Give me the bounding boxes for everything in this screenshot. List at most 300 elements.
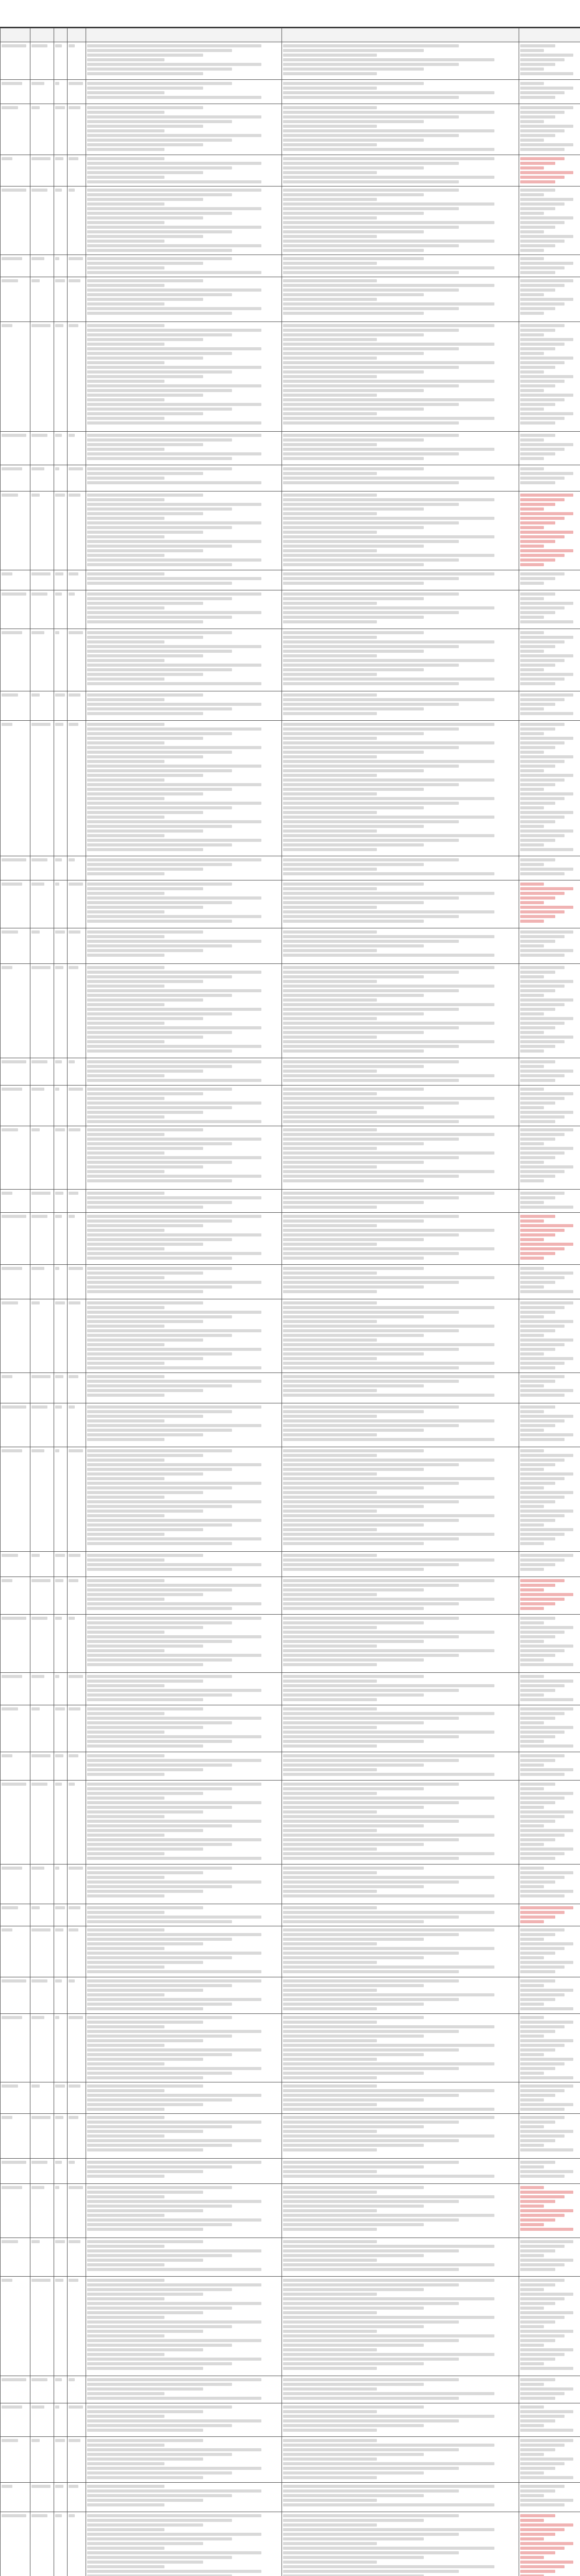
cell-text-placeholder — [520, 1496, 565, 1499]
table-cell — [86, 590, 282, 629]
cell-text-placeholder — [283, 606, 494, 609]
cell-text-placeholder — [520, 1970, 555, 1973]
cell-text-placeholder — [520, 2254, 544, 2257]
table-cell — [54, 1403, 68, 1447]
cell-text-placeholder — [520, 998, 573, 1002]
cell-text-placeholder — [520, 2358, 555, 2361]
table-cell — [519, 1086, 580, 1126]
table-cell — [30, 255, 54, 277]
cell-text-placeholder — [520, 162, 555, 165]
cell-text-placeholder — [55, 1060, 62, 1063]
cell-text-placeholder — [283, 266, 494, 269]
cell-text-placeholder — [283, 930, 377, 934]
cell-text-placeholder — [283, 1276, 494, 1279]
cell-text-placeholder — [87, 412, 203, 415]
table-cell — [282, 928, 519, 964]
cell-text-placeholder — [87, 664, 261, 667]
table-cell — [30, 1086, 54, 1126]
cell-text-placeholder — [87, 2249, 261, 2252]
table-row — [1, 2376, 580, 2403]
cell-text-placeholder — [520, 2353, 565, 2356]
cell-text-placeholder — [283, 1429, 424, 1432]
cell-text-placeholder — [520, 1979, 555, 1982]
cell-text-placeholder — [31, 1449, 44, 1452]
cell-text-placeholder — [520, 1617, 555, 1620]
cell-text-placeholder — [520, 2062, 565, 2065]
table-cell — [30, 2114, 54, 2159]
cell-text-placeholder — [69, 1405, 75, 1409]
table-cell — [30, 1299, 54, 1373]
cell-text-placeholder — [520, 994, 544, 997]
cell-text-placeholder — [283, 1764, 424, 1767]
table-row — [1, 2277, 580, 2376]
cell-text-placeholder — [520, 1554, 573, 1557]
cell-text-placeholder — [520, 620, 573, 623]
cell-text-placeholder — [87, 2130, 203, 2133]
cell-text-placeholder — [520, 2053, 544, 2056]
cell-text-placeholder — [283, 2249, 459, 2252]
cell-text-placeholder — [283, 1156, 459, 1159]
cell-text-placeholder — [283, 2044, 494, 2047]
cell-text-placeholder — [283, 949, 377, 952]
cell-text-placeholder — [87, 944, 232, 947]
cell-text-placeholder — [69, 858, 75, 861]
cell-text-placeholder — [31, 883, 44, 886]
cell-text-placeholder — [87, 1491, 203, 1494]
cell-text-placeholder — [520, 682, 555, 685]
cell-text-placeholder — [87, 1477, 164, 1480]
cell-text-placeholder — [87, 2424, 232, 2427]
table-cell — [1, 1403, 30, 1447]
cell-text-placeholder — [87, 1449, 232, 1452]
cell-text-placeholder — [87, 1065, 232, 1068]
cell-text-placeholder — [283, 1568, 424, 1571]
table-cell — [30, 432, 54, 465]
cell-text-placeholder — [520, 2089, 565, 2092]
table-cell — [519, 1299, 580, 1373]
table-cell — [86, 570, 282, 590]
cell-text-placeholder — [283, 650, 424, 653]
cell-text-placeholder — [87, 783, 261, 786]
cell-text-placeholder — [87, 1824, 232, 1827]
cell-text-placeholder — [283, 906, 377, 909]
cell-text-placeholder — [283, 2089, 494, 2092]
cell-text-placeholder — [283, 2139, 459, 2142]
cell-text-placeholder — [87, 1281, 261, 1284]
cell-text-placeholder — [69, 106, 80, 109]
cell-text-placeholder — [87, 1151, 164, 1155]
cell-text-placeholder — [520, 769, 544, 772]
cell-text-placeholder — [87, 2044, 164, 2047]
cell-text-placeholder — [283, 1514, 494, 1517]
table-cell — [54, 2483, 68, 2512]
cell-text-placeholder — [55, 2279, 63, 2282]
cell-text-placeholder — [283, 1654, 459, 1657]
cell-text-placeholder — [520, 1797, 565, 1800]
cell-text-placeholder — [283, 1017, 377, 1020]
cell-text-placeholder — [87, 91, 164, 94]
cell-text-placeholder — [2, 1449, 22, 1452]
cell-text-placeholder — [69, 1867, 83, 1870]
cell-text-placeholder — [87, 139, 232, 142]
cell-text-placeholder — [87, 2094, 261, 2097]
table-cell — [30, 277, 54, 322]
cell-text-placeholder — [283, 398, 494, 401]
cell-text-placeholder — [87, 906, 203, 909]
cell-text-placeholder — [55, 1675, 59, 1678]
table-cell — [1, 2238, 30, 2277]
cell-text-placeholder — [283, 1698, 377, 1701]
cell-text-placeholder — [283, 616, 424, 619]
cell-text-placeholder — [520, 1311, 555, 1314]
table-cell — [86, 856, 282, 880]
cell-text-placeholder — [520, 1315, 544, 1318]
cell-text-placeholder — [283, 1689, 459, 1692]
cell-text-placeholder — [283, 2121, 459, 2124]
cell-text-placeholder — [87, 162, 261, 165]
title-bar — [0, 0, 580, 28]
cell-text-placeholder — [87, 2016, 232, 2019]
cell-text-placeholder — [2, 2084, 18, 2088]
table-cell — [86, 2483, 282, 2512]
cell-text-placeholder — [55, 592, 62, 596]
cell-text-placeholder — [87, 2392, 164, 2395]
cell-text-placeholder — [283, 1820, 459, 1823]
cell-text-placeholder — [55, 2485, 63, 2488]
cell-text-placeholder — [87, 788, 232, 791]
cell-text-placeholder — [87, 157, 164, 160]
cell-text-placeholder — [520, 2419, 555, 2422]
cell-text-placeholder — [2, 1707, 18, 1710]
cell-text-placeholder — [87, 2348, 203, 2351]
cell-text-placeholder — [87, 2476, 203, 2479]
cell-text-placeholder — [87, 477, 164, 480]
cell-text-placeholder — [87, 240, 164, 243]
cell-text-placeholder — [283, 166, 424, 170]
table-cell — [30, 1190, 54, 1213]
cell-text-placeholder — [283, 1389, 377, 1392]
table-cell — [54, 1299, 68, 1373]
cell-text-placeholder — [283, 2021, 377, 2024]
cell-text-placeholder — [520, 966, 565, 969]
cell-text-placeholder — [87, 792, 203, 795]
cell-text-placeholder — [283, 755, 377, 758]
table-cell — [519, 928, 580, 964]
cell-text-placeholder — [520, 645, 555, 648]
cell-text-placeholder — [87, 545, 232, 548]
cell-text-placeholder — [283, 2348, 377, 2351]
cell-text-placeholder — [283, 347, 459, 350]
table-cell — [86, 42, 282, 80]
table-cell — [519, 2082, 580, 2114]
table-row — [1, 1673, 580, 1705]
cell-text-placeholder — [31, 106, 40, 109]
table-cell — [282, 629, 519, 691]
cell-text-placeholder — [87, 1468, 232, 1471]
cell-text-placeholder — [520, 1238, 544, 1241]
table-cell — [68, 1447, 86, 1552]
cell-text-placeholder — [283, 1947, 494, 1950]
table-cell — [30, 691, 54, 721]
cell-text-placeholder — [87, 2195, 164, 2198]
cell-text-placeholder — [520, 417, 565, 420]
cell-text-placeholder — [520, 271, 555, 274]
table-cell — [282, 590, 519, 629]
cell-text-placeholder — [31, 2186, 44, 2189]
cell-text-placeholder — [87, 2339, 261, 2342]
table-cell — [282, 104, 519, 155]
cell-text-placeholder — [87, 2025, 164, 2028]
cell-text-placeholder — [87, 2218, 261, 2222]
cell-text-placeholder — [87, 2121, 261, 2124]
cell-text-placeholder — [520, 2528, 565, 2531]
cell-text-placeholder — [87, 778, 164, 782]
cell-text-placeholder — [87, 1329, 261, 1332]
cell-text-placeholder — [283, 1106, 424, 1109]
cell-text-placeholder — [520, 1206, 573, 1209]
table-cell — [30, 1977, 54, 2014]
cell-text-placeholder — [87, 333, 232, 336]
cell-text-placeholder — [283, 1834, 494, 1837]
cell-text-placeholder — [87, 2358, 261, 2361]
table-cell — [519, 880, 580, 928]
cell-text-placeholder — [87, 120, 232, 123]
cell-text-placeholder — [87, 863, 232, 866]
table-row — [1, 465, 580, 492]
cell-text-placeholder — [31, 858, 47, 861]
cell-text-placeholder — [520, 1843, 544, 1846]
cell-text-placeholder — [283, 82, 424, 85]
cell-text-placeholder — [69, 723, 78, 726]
cell-text-placeholder — [87, 1111, 203, 1114]
cell-text-placeholder — [87, 682, 261, 685]
cell-text-placeholder — [520, 481, 555, 484]
cell-text-placeholder — [87, 2462, 164, 2465]
cell-text-placeholder — [520, 1942, 573, 1945]
cell-text-placeholder — [283, 673, 377, 676]
cell-text-placeholder — [87, 751, 232, 754]
table-cell — [1, 880, 30, 928]
cell-text-placeholder — [69, 1783, 75, 1786]
table-cell — [519, 2238, 580, 2277]
table-cell — [54, 1577, 68, 1615]
cell-text-placeholder — [283, 2025, 494, 2028]
cell-text-placeholder — [87, 1956, 232, 1959]
cell-text-placeholder — [283, 2467, 459, 2470]
cell-text-placeholder — [55, 257, 59, 260]
cell-text-placeholder — [283, 2103, 377, 2106]
cell-text-placeholder — [87, 2378, 261, 2381]
cell-text-placeholder — [283, 746, 459, 749]
cell-text-placeholder — [520, 507, 544, 511]
cell-text-placeholder — [283, 2476, 377, 2479]
cell-text-placeholder — [520, 1598, 565, 1601]
table-cell — [86, 2403, 282, 2437]
table-cell — [30, 2238, 54, 2277]
table-row — [1, 721, 580, 856]
cell-text-placeholder — [87, 1384, 232, 1387]
cell-text-placeholder — [520, 249, 544, 252]
table-cell — [1, 1865, 30, 1904]
cell-text-placeholder — [520, 1219, 544, 1223]
cell-text-placeholder — [283, 868, 377, 871]
table-row — [1, 1265, 580, 1299]
cell-text-placeholder — [87, 1631, 164, 1634]
table-cell — [54, 1615, 68, 1673]
cell-text-placeholder — [283, 2334, 494, 2337]
table-cell — [86, 277, 282, 322]
cell-text-placeholder — [87, 1031, 232, 1034]
cell-text-placeholder — [87, 1267, 232, 1270]
cell-text-placeholder — [520, 2170, 573, 2173]
cell-text-placeholder — [283, 1797, 494, 1800]
cell-text-placeholder — [87, 302, 164, 306]
cell-text-placeholder — [87, 2067, 261, 2070]
cell-text-placeholder — [520, 582, 544, 585]
cell-text-placeholder — [283, 1219, 424, 1223]
table-cell — [68, 2184, 86, 2238]
cell-text-placeholder — [31, 1375, 51, 1378]
cell-text-placeholder — [87, 2228, 203, 2231]
cell-text-placeholder — [520, 1424, 555, 1427]
cell-text-placeholder — [87, 1092, 203, 1095]
cell-text-placeholder — [87, 2547, 164, 2550]
cell-text-placeholder — [283, 1419, 494, 1422]
cell-text-placeholder — [283, 1505, 424, 1508]
cell-text-placeholder — [520, 1764, 544, 1767]
cell-text-placeholder — [283, 125, 377, 128]
cell-text-placeholder — [520, 1352, 544, 1355]
cell-text-placeholder — [520, 2214, 565, 2217]
cell-text-placeholder — [520, 1454, 573, 1457]
cell-text-placeholder — [87, 741, 164, 744]
cell-text-placeholder — [87, 2003, 232, 2006]
cell-text-placeholder — [87, 2039, 203, 2042]
cell-text-placeholder — [87, 1759, 261, 1762]
cell-text-placeholder — [520, 1017, 573, 1020]
cell-text-placeholder — [87, 472, 203, 475]
table-cell — [1, 2184, 30, 2238]
cell-text-placeholder — [87, 2467, 261, 2470]
cell-text-placeholder — [283, 535, 494, 538]
table-cell — [86, 1447, 282, 1552]
cell-text-placeholder — [283, 412, 377, 415]
cell-text-placeholder — [283, 848, 377, 851]
cell-text-placeholder — [283, 1510, 377, 1513]
table-cell — [54, 492, 68, 570]
cell-text-placeholder — [87, 1352, 232, 1355]
cell-text-placeholder — [283, 839, 459, 842]
cell-text-placeholder — [283, 2240, 377, 2243]
cell-text-placeholder — [283, 1252, 459, 1255]
cell-text-placeholder — [87, 115, 261, 118]
table-cell — [86, 964, 282, 1058]
cell-text-placeholder — [520, 1965, 565, 1969]
table-cell — [68, 1213, 86, 1265]
cell-text-placeholder — [283, 1092, 377, 1095]
table-cell — [282, 1673, 519, 1705]
table-cell — [519, 1752, 580, 1781]
cell-text-placeholder — [283, 1343, 494, 1346]
cell-text-placeholder — [31, 572, 51, 575]
cell-text-placeholder — [87, 521, 261, 524]
cell-text-placeholder — [283, 452, 459, 455]
cell-text-placeholder — [87, 531, 203, 534]
cell-text-placeholder — [283, 2462, 494, 2465]
cell-text-placeholder — [2, 1405, 26, 1409]
table-cell — [519, 322, 580, 432]
cell-text-placeholder — [520, 380, 565, 383]
table-cell — [519, 2277, 580, 2376]
cell-text-placeholder — [87, 1801, 261, 1804]
cell-text-placeholder — [520, 1008, 555, 1011]
cell-text-placeholder — [87, 2200, 261, 2203]
cell-text-placeholder — [283, 682, 459, 685]
cell-text-placeholder — [31, 1088, 44, 1091]
cell-text-placeholder — [69, 592, 75, 596]
cell-text-placeholder — [283, 106, 377, 109]
table-cell — [282, 1403, 519, 1447]
table-cell — [519, 1403, 580, 1447]
cell-text-placeholder — [520, 343, 565, 346]
cell-text-placeholder — [283, 1783, 459, 1786]
cell-text-placeholder — [283, 863, 424, 866]
table-cell — [282, 322, 519, 432]
cell-text-placeholder — [283, 235, 377, 238]
cell-text-placeholder — [87, 2268, 261, 2271]
cell-text-placeholder — [520, 2025, 565, 2028]
cell-text-placeholder — [283, 1558, 494, 1562]
cell-text-placeholder — [283, 1740, 424, 1743]
cell-text-placeholder — [520, 1829, 573, 1832]
table-cell — [86, 880, 282, 928]
cell-text-placeholder — [283, 1894, 494, 1897]
cell-text-placeholder — [87, 1635, 261, 1638]
cell-text-placeholder — [69, 2116, 78, 2119]
cell-text-placeholder — [87, 457, 232, 460]
cell-text-placeholder — [520, 503, 555, 506]
table-cell — [1, 1265, 30, 1299]
cell-text-placeholder — [520, 1065, 544, 1068]
cell-text-placeholder — [87, 1979, 261, 1982]
cell-text-placeholder — [87, 1097, 164, 1100]
cell-text-placeholder — [520, 1325, 565, 1328]
cell-text-placeholder — [520, 2259, 573, 2262]
table-row — [1, 691, 580, 721]
cell-text-placeholder — [87, 257, 232, 260]
cell-text-placeholder — [87, 1810, 203, 1814]
cell-text-placeholder — [87, 249, 232, 252]
cell-text-placeholder — [283, 503, 459, 506]
cell-text-placeholder — [69, 2514, 75, 2517]
cell-text-placeholder — [2, 966, 12, 969]
cell-text-placeholder — [520, 384, 555, 387]
table-cell — [30, 1552, 54, 1577]
cell-text-placeholder — [87, 825, 232, 828]
cell-text-placeholder — [520, 843, 544, 846]
cell-text-placeholder — [283, 1040, 494, 1043]
cell-text-placeholder — [69, 82, 83, 85]
cell-text-placeholder — [520, 1133, 565, 1136]
cell-text-placeholder — [520, 2121, 555, 2124]
cell-text-placeholder — [283, 1956, 424, 1959]
cell-text-placeholder — [520, 1111, 573, 1114]
cell-text-placeholder — [520, 2268, 555, 2271]
cell-text-placeholder — [283, 2094, 459, 2097]
cell-text-placeholder — [283, 1938, 424, 1941]
cell-text-placeholder — [520, 2288, 544, 2291]
cell-text-placeholder — [283, 989, 459, 992]
